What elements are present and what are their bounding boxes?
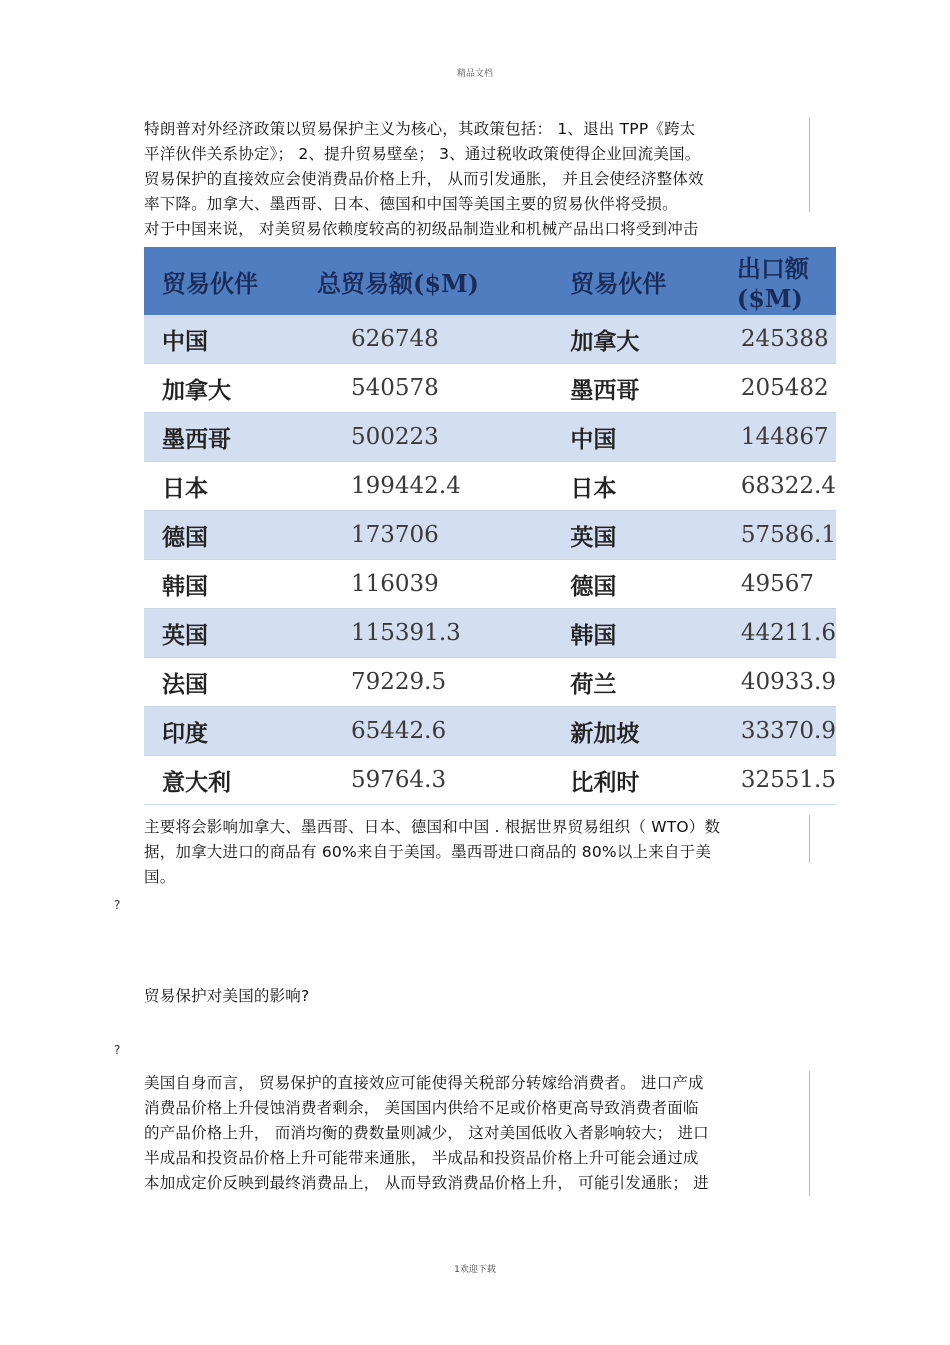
export-partner-cell: 韩国 <box>552 609 718 658</box>
intro-line: 平洋伙伴关系协定》； 2、提升贸易壁垒； 3、通过税收政策使得企业回流美国。 <box>144 145 701 163</box>
export-partner-cell: 墨西哥 <box>552 364 718 413</box>
table-row <box>144 364 836 413</box>
export-partner-cell: 日本 <box>552 462 718 511</box>
partner-cell: 墨西哥 <box>144 413 291 462</box>
intro-line: 对于中国来说， 对美贸易依赖度较高的初级品制造业和机械产品出口将受到冲击 <box>144 220 699 238</box>
text-box-border <box>809 117 810 212</box>
total-trade-cell: 116039 <box>291 560 552 609</box>
paragraph-line: 国。 <box>144 868 176 886</box>
total-trade-cell: 65442.6 <box>291 707 552 756</box>
export-partner-cell: 德国 <box>552 560 718 609</box>
intro-line: 贸易保护的直接效应会使消费品价格上升， 从而引发通胀， 并且会使经济整体效 <box>144 170 704 188</box>
export-cell: 32551.5 <box>719 756 836 805</box>
total-trade-cell: 626748 <box>291 315 552 364</box>
export-cell: 40933.9 <box>719 658 836 707</box>
partner-cell: 日本 <box>144 462 291 511</box>
export-partner-cell: 加拿大 <box>552 315 718 364</box>
question-marker: ? <box>114 1043 121 1057</box>
table-row <box>144 560 836 609</box>
intro-paragraph <box>144 117 808 242</box>
export-cell: 144867 <box>719 413 836 462</box>
partner-cell: 意大利 <box>144 756 291 805</box>
export-cell: 33370.9 <box>719 707 836 756</box>
total-trade-cell: 199442.4 <box>291 462 552 511</box>
paragraph-line: 的产品价格上升， 而消均衡的费数量则减少， 这对美国低收入者影响较大； 进口 <box>144 1124 709 1142</box>
table-row <box>144 315 836 364</box>
intro-line: 率下降。加拿大、墨西哥、日本、德国和中国等美国主要的贸易伙伴将受损。 <box>144 195 678 213</box>
table-row <box>144 511 836 560</box>
header-partner: 贸易伙伴 <box>144 247 291 315</box>
export-cell: 57586.1 <box>719 511 836 560</box>
total-trade-cell: 59764.3 <box>291 756 552 805</box>
table-header-row <box>144 247 836 315</box>
question-marker: ? <box>114 898 121 912</box>
export-partner-cell: 荷兰 <box>552 658 718 707</box>
export-partner-cell: 中国 <box>552 413 718 462</box>
paragraph-line: 本加成定价反映到最终消费品上， 从而导致消费品价格上升， 可能引发通胀； 进 <box>144 1174 709 1192</box>
total-trade-cell: 115391.3 <box>291 609 552 658</box>
header-export: 出口额($M) <box>719 247 836 315</box>
paragraph-line: 消费品价格上升侵蚀消费者剩余， 美国国内供给不足或价格更高导致消费者面临 <box>144 1099 699 1117</box>
table-row <box>144 658 836 707</box>
partner-cell: 印度 <box>144 707 291 756</box>
export-cell: 68322.4 <box>719 462 836 511</box>
paragraph-line: 半成品和投资品价格上升可能带来通胀， 半成品和投资品价格上升可能会通过成 <box>144 1149 699 1167</box>
text-box-border <box>809 815 810 863</box>
text-box-border <box>809 1071 810 1196</box>
partner-cell: 德国 <box>144 511 291 560</box>
page-footer: 1欢迎下载 <box>454 1265 496 1275</box>
export-partner-cell: 比利时 <box>552 756 718 805</box>
section-heading <box>144 984 808 1009</box>
us-impact-paragraph <box>144 1071 808 1196</box>
trade-partner-table <box>144 247 836 805</box>
partner-cell: 法国 <box>144 658 291 707</box>
partner-cell: 中国 <box>144 315 291 364</box>
total-trade-cell: 500223 <box>291 413 552 462</box>
table-row <box>144 462 836 511</box>
export-partner-cell: 英国 <box>552 511 718 560</box>
total-trade-cell: 173706 <box>291 511 552 560</box>
paragraph-line: 美国自身而言， 贸易保护的直接效应可能使得关税部分转嫁给消费者。 进口产成 <box>144 1074 704 1092</box>
export-cell: 245388 <box>719 315 836 364</box>
table-row <box>144 413 836 462</box>
page-header: 精品文档 <box>456 69 493 79</box>
export-cell: 44211.6 <box>719 609 836 658</box>
partner-cell: 韩国 <box>144 560 291 609</box>
table-row <box>144 756 836 805</box>
after-table-paragraph <box>144 815 808 890</box>
partner-cell: 加拿大 <box>144 364 291 413</box>
total-trade-cell: 79229.5 <box>291 658 552 707</box>
export-partner-cell: 新加坡 <box>552 707 718 756</box>
export-cell: 205482 <box>719 364 836 413</box>
intro-line: 特朗普对外经济政策以贸易保护主义为核心，其政策包括： 1、退出 TPP《跨太 <box>144 120 696 138</box>
section-heading-text: 贸易保护对美国的影响? <box>144 987 310 1005</box>
table-row <box>144 707 836 756</box>
paragraph-line: 据，加拿大进口的商品有 60%来自于美国。墨西哥进口商品的 80%以上来自于美 <box>144 843 712 861</box>
header-partner-export: 贸易伙伴 <box>552 247 718 315</box>
paragraph-line: 主要将会影响加拿大、墨西哥、日本、德国和中国 . 根据世界贸易组织（ WTO）数 <box>144 818 721 836</box>
total-trade-cell: 540578 <box>291 364 552 413</box>
partner-cell: 英国 <box>144 609 291 658</box>
export-cell: 49567 <box>719 560 836 609</box>
header-total-trade: 总贸易额($M) <box>291 247 552 315</box>
table-row <box>144 609 836 658</box>
